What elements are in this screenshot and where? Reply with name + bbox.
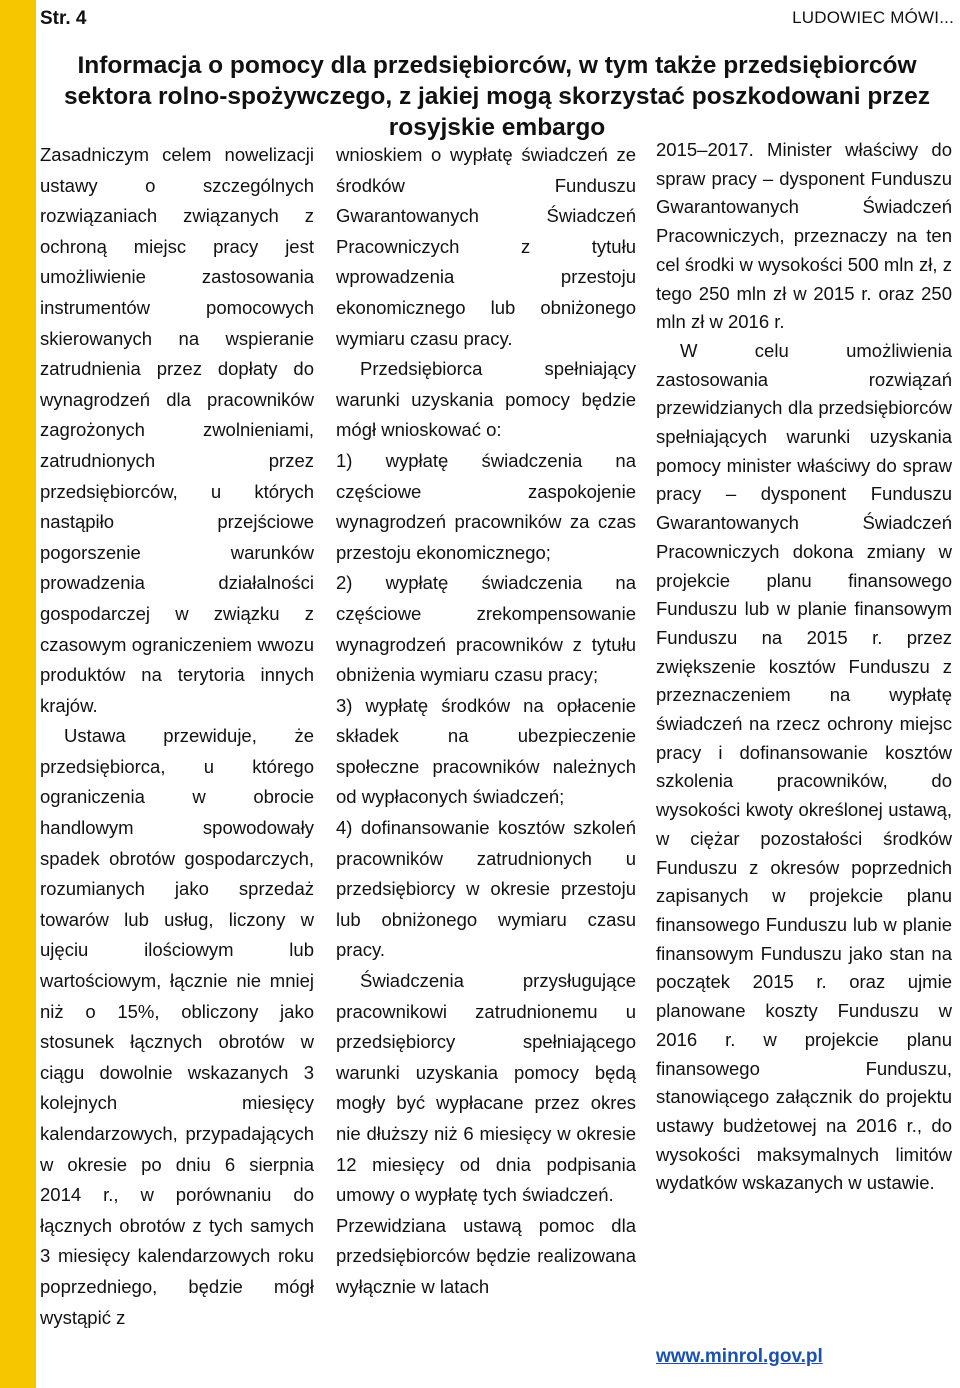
paragraph: Zasadniczym celem nowelizacji ustawy o szczególnych rozwiązaniach związanych z ochroną miejsc pracy jest umożliwienie zastosowania instrumentów pomocowych skierowanych na wspieranie zatrudnienia przez dopłaty do wynagrodzeń dla pracowników zagrożonych zwolnieniami, zatrudnionych przez przedsiębiorców, u których nastąpiło przejściowe pogorszenie warunków prowadzenia działalności gospodarczej w związku z czasowym ograniczeniem wwozu produktów na terytoria innych krajów. <box>40 144 314 716</box>
list-item: 1) wypłatę świadczenia na częściowe zaspokojenie wynagrodzeń pracowników za czas przestoju ekonomicznego; <box>336 449 636 563</box>
text-column-1 <box>40 140 314 1333</box>
text-column-3 <box>656 136 952 1198</box>
publication-name: LUDOWIEC MÓWI... <box>792 8 954 27</box>
paragraph: Ustawa przewiduje, że przedsiębiorca, u którego ograniczenia w obrocie handlowym spowodowały spadek obrotów gospodarczych, rozumianych jako sprzedaż towarów lub usług, liczony w ujęciu ilościowym lub wartościowym, łącznie nie mniej niż o 15%, obliczony jako stosunek łącznych obrotów w ciągu dowolnie wskazanych 3 kolejnych miesięcy kalendarzowych, przypadających w okresie po dniu 6 sierpnia 2014 r., w porównaniu do łącznych obrotów z tych samych 3 miesięcy kalendarzowych roku poprzedniego, będzie mógł wystąpić z <box>40 725 314 1328</box>
paragraph: W celu umożliwienia zastosowania rozwiązań przewidzianych dla przedsiębiorców spełniających warunki uzyskania pomocy minister właściwy do spraw pracy – dysponent Funduszu Gwarantowanych Świadczeń Pracowniczych dokona zmiany w projekcie planu finansowego Funduszu lub w planie finansowym Funduszu na 2015 r. przez zwiększenie kosztów Funduszu z przeznaczeniem na wypłatę świadczeń na rzecz ochrony miejsc pracy i dofinansowanie kosztów szkolenia pracowników, do wysokości kwoty określonej ustawą, w ciężar pozostałości środków Funduszu z okresów poprzednich zapisanych w projekcie planu finansowego Funduszu lub w planie finansowym Funduszu jako stan na początek 2015 r. oraz ujmie planowane koszty Funduszu w 2016 r. w projekcie planu finansowego Funduszu, stanowiącego załącznik do projektu ustawy budżetowej na 2016 r., do wysokości maksymalnych limitów wydatków wskazanych w ustawie. <box>656 339 952 1194</box>
page-number: Str. 4 <box>40 8 87 29</box>
paragraph: 2015–2017. Minister właściwy do spraw pracy – dysponent Funduszu Gwarantowanych Świadczeń Pracowniczych, przeznaczy na ten cel środki w wysokości 500 mln zł, z tego 250 mln zł w 2015 r. oraz 250 mln zł w 2016 r. <box>656 139 952 333</box>
paragraph: Przedsiębiorca spełniający warunki uzyskania pomocy będzie mógł wnioskować o: <box>336 358 636 441</box>
list-item: 4) dofinansowanie kosztów szkoleń pracowników zatrudnionych u przedsiębiorcy w okresie przestoju lub obniżonego wymiaru czasu pracy. <box>336 817 636 961</box>
website-link[interactable]: www.minrol.gov.pl <box>656 1346 823 1367</box>
accent-sidebar <box>0 0 36 1388</box>
list-item: 2) wypłatę świadczenia na częściowe zrekompensowanie wynagrodzeń pracowników z tytułu obniżenia wymiaru czasu pracy; <box>336 572 636 686</box>
paragraph: Przewidziana ustawą pomoc dla przedsiębiorców będzie realizowana wyłącznie w latach <box>336 1214 636 1297</box>
paragraph: wnioskiem o wypłatę świadczeń ze środków Funduszu Gwarantowanych Świadczeń Pracowniczych z tytułu wprowadzenia przestoju ekonomicznego lub obniżonego wymiaru czasu pracy. <box>336 144 636 349</box>
article-title: Informacja o pomocy dla przedsiębiorców, w tym także przedsiębiorców sektora rolno-spożywczego, z jakiej mogą skorzystać poszkodowani przez rosyjskie embargo <box>64 52 930 142</box>
text-column-2 <box>336 140 636 1303</box>
list-item: 3) wypłatę środków na opłacenie składek na ubezpieczenie społeczne pracowników należnych od wypłaconych świadczeń; <box>336 694 636 808</box>
paragraph: Świadczenia przysługujące pracownikowi zatrudnionemu u przedsiębiorcy spełniającego warunki uzyskania pomocy będą mogły być wypłacane przez okres nie dłuższy niż 6 miesięcy w okresie 12 miesięcy od dnia podpisania umowy o wypłatę tych świadczeń. <box>336 970 636 1206</box>
